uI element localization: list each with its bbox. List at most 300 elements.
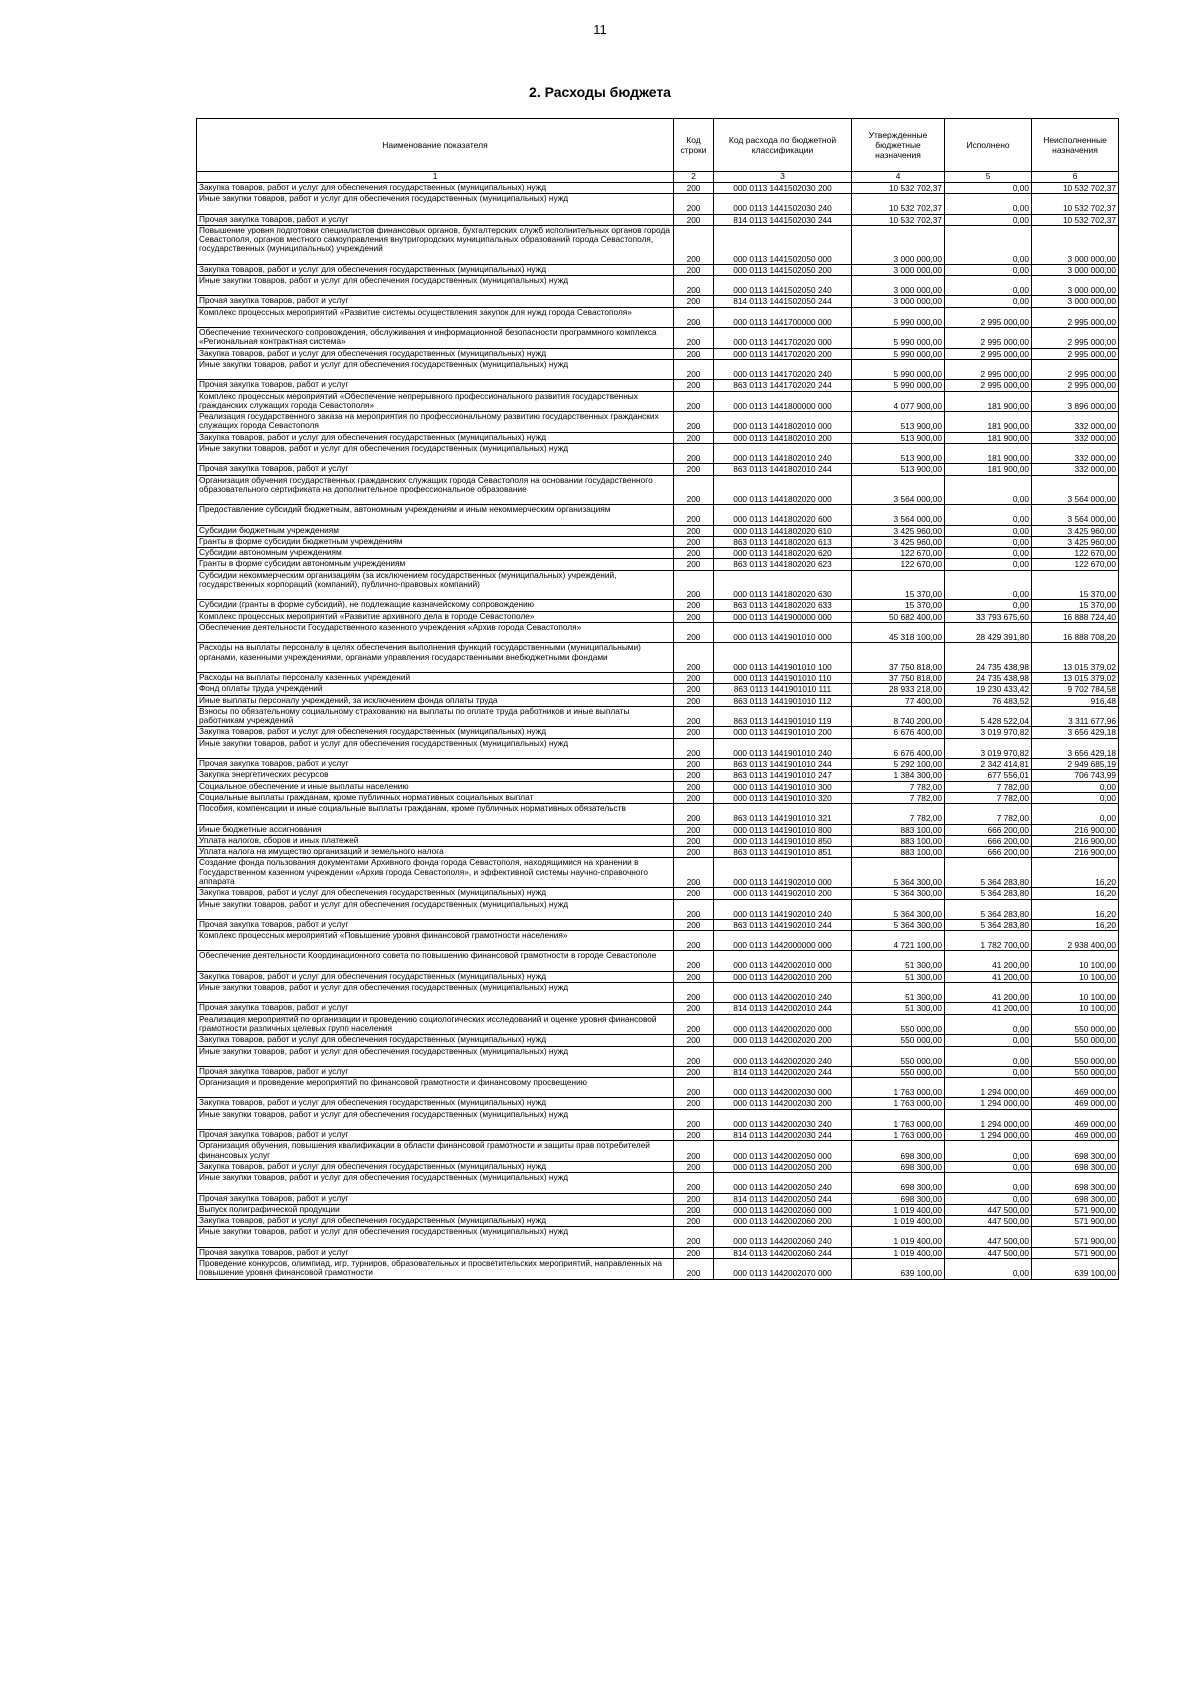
- row-line-code: 200: [674, 672, 714, 683]
- row-name: Закупка товаров, работ и услуг для обеспечения государственных (муниципальных) нужд: [197, 727, 674, 738]
- row-line-code: 200: [674, 1141, 714, 1162]
- row-name: Закупка товаров, работ и услуг для обеспечения государственных (муниципальных) нужд: [197, 1216, 674, 1227]
- row-name: Уплата налогов, сборов и иных платежей: [197, 835, 674, 846]
- row-approved: 7 782,00: [852, 781, 945, 792]
- row-name: Проведение конкурсов, олимпиад, игр, турниров, образовательных и просветительских мероприятий, направленных на повышение уровня финансовой грамотности: [197, 1259, 674, 1280]
- row-executed: 7 782,00: [945, 804, 1032, 824]
- row-classification-code: 000 0113 1441901010 200: [714, 727, 852, 738]
- row-approved: 37 750 818,00: [852, 643, 945, 673]
- row-approved: 77 400,00: [852, 695, 945, 706]
- row-line-code: 200: [674, 847, 714, 858]
- row-line-code: 200: [674, 536, 714, 547]
- row-classification-code: 814 0113 1442002050 244: [714, 1193, 852, 1204]
- row-classification-code: 000 0113 1441901010 100: [714, 643, 852, 673]
- row-classification-code: 000 0113 1442002060 200: [714, 1216, 852, 1227]
- row-unexecuted: 3 425 960,00: [1032, 536, 1119, 547]
- row-executed: 181 900,00: [945, 391, 1032, 412]
- table-row: [197, 1161, 1119, 1172]
- row-name: Гранты в форме субсидии автономным учреждениям: [197, 559, 674, 570]
- row-executed: 19 230 433,42: [945, 684, 1032, 695]
- row-approved: 3 564 000,00: [852, 475, 945, 505]
- row-classification-code: 000 0113 1442002030 240: [714, 1109, 852, 1129]
- row-executed: 2 995 000,00: [945, 359, 1032, 379]
- table-row: [197, 1173, 1119, 1193]
- table-row: [197, 1227, 1119, 1247]
- header-indicator-name: Наименование показателя: [197, 119, 674, 172]
- row-classification-code: 000 0113 1441900000 000: [714, 611, 852, 622]
- row-executed: 0,00: [945, 1035, 1032, 1046]
- row-executed: 76 483,52: [945, 695, 1032, 706]
- row-classification-code: 863 0113 1441901010 321: [714, 804, 852, 824]
- row-executed: 0,00: [945, 1161, 1032, 1172]
- table-row: [197, 525, 1119, 536]
- row-line-code: 200: [674, 600, 714, 611]
- row-unexecuted: 13 015 379,02: [1032, 672, 1119, 683]
- row-approved: 7 782,00: [852, 792, 945, 803]
- row-unexecuted: 3 564 000,00: [1032, 475, 1119, 505]
- table-row: [197, 672, 1119, 683]
- table-row: [197, 847, 1119, 858]
- table-row: [197, 919, 1119, 930]
- row-approved: 1 019 400,00: [852, 1247, 945, 1258]
- row-unexecuted: 10 100,00: [1032, 1003, 1119, 1014]
- row-classification-code: 000 0113 1442002020 000: [714, 1014, 852, 1035]
- row-line-code: 200: [674, 727, 714, 738]
- row-approved: 3 425 960,00: [852, 536, 945, 547]
- row-classification-code: 863 0113 1441901010 244: [714, 759, 852, 770]
- row-unexecuted: 550 000,00: [1032, 1066, 1119, 1077]
- row-executed: 0,00: [945, 1141, 1032, 1162]
- row-name: Комплекс процессных мероприятий «Развитие архивного дела в городе Севастополе»: [197, 611, 674, 622]
- row-classification-code: 000 0113 1441802010 000: [714, 412, 852, 433]
- row-classification-code: 863 0113 1441901010 111: [714, 684, 852, 695]
- row-approved: 5 990 000,00: [852, 359, 945, 379]
- row-name: Иные закупки товаров, работ и услуг для обеспечения государственных (муниципальных) нужд: [197, 1046, 674, 1066]
- row-unexecuted: 698 300,00: [1032, 1193, 1119, 1204]
- row-approved: 639 100,00: [852, 1259, 945, 1280]
- row-classification-code: 000 0113 1442000000 000: [714, 931, 852, 951]
- row-approved: 45 318 100,00: [852, 623, 945, 643]
- table-row: [197, 194, 1119, 214]
- row-approved: 5 292 100,00: [852, 759, 945, 770]
- row-approved: 3 000 000,00: [852, 225, 945, 264]
- row-executed: 0,00: [945, 1066, 1032, 1077]
- column-number: 1: [197, 172, 674, 183]
- section-title: 2. Расходы бюджета: [529, 84, 671, 100]
- row-classification-code: 863 0113 1441802020 623: [714, 559, 852, 570]
- table-row: [197, 475, 1119, 505]
- row-name: Иные закупки товаров, работ и услуг для обеспечения государственных (муниципальных) нужд: [197, 1227, 674, 1247]
- budget-expenses-table: [196, 118, 1118, 1280]
- row-line-code: 200: [674, 380, 714, 391]
- table-row: [197, 391, 1119, 412]
- row-executed: 447 500,00: [945, 1247, 1032, 1258]
- row-executed: 5 364 283,80: [945, 899, 1032, 919]
- row-approved: 51 300,00: [852, 971, 945, 982]
- row-classification-code: 000 0113 1442002030 200: [714, 1098, 852, 1109]
- row-classification-code: 000 0113 1442002010 000: [714, 951, 852, 971]
- row-line-code: 200: [674, 525, 714, 536]
- row-approved: 10 532 702,37: [852, 194, 945, 214]
- row-executed: 0,00: [945, 475, 1032, 505]
- row-executed: 666 200,00: [945, 835, 1032, 846]
- row-approved: 37 750 818,00: [852, 672, 945, 683]
- row-classification-code: 000 0113 1442002030 000: [714, 1078, 852, 1098]
- row-executed: 2 342 414,81: [945, 759, 1032, 770]
- table-row: [197, 1035, 1119, 1046]
- row-executed: 0,00: [945, 1193, 1032, 1204]
- row-unexecuted: 332 000,00: [1032, 464, 1119, 475]
- row-approved: 3 000 000,00: [852, 264, 945, 275]
- table-row: [197, 1259, 1119, 1280]
- row-line-code: 200: [674, 559, 714, 570]
- table-row: [197, 1247, 1119, 1258]
- row-name: Прочая закупка товаров, работ и услуг: [197, 1003, 674, 1014]
- row-approved: 698 300,00: [852, 1161, 945, 1172]
- row-approved: 550 000,00: [852, 1066, 945, 1077]
- row-unexecuted: 3 000 000,00: [1032, 276, 1119, 296]
- row-executed: 181 900,00: [945, 432, 1032, 443]
- row-name: Комплекс процессных мероприятий «Развитие системы осуществления закупок для нужд города Севастополя»: [197, 307, 674, 327]
- row-line-code: 200: [674, 919, 714, 930]
- row-classification-code: 000 0113 1441802010 240: [714, 444, 852, 464]
- table-row: [197, 899, 1119, 919]
- row-line-code: 200: [674, 1046, 714, 1066]
- row-unexecuted: 639 100,00: [1032, 1259, 1119, 1280]
- row-name: Закупка энергетических ресурсов: [197, 770, 674, 781]
- row-name: Закупка товаров, работ и услуг для обеспечения государственных (муниципальных) нужд: [197, 348, 674, 359]
- row-approved: 513 900,00: [852, 464, 945, 475]
- row-unexecuted: 16 888 708,20: [1032, 623, 1119, 643]
- row-classification-code: 000 0113 1441502030 240: [714, 194, 852, 214]
- row-approved: 1 763 000,00: [852, 1098, 945, 1109]
- row-line-code: 200: [674, 643, 714, 673]
- table-row: [197, 432, 1119, 443]
- row-line-code: 200: [674, 444, 714, 464]
- table-row: [197, 359, 1119, 379]
- table-row: [197, 727, 1119, 738]
- row-line-code: 200: [674, 684, 714, 695]
- row-line-code: 200: [674, 1098, 714, 1109]
- row-unexecuted: 16,20: [1032, 888, 1119, 899]
- row-line-code: 200: [674, 931, 714, 951]
- row-executed: 33 793 675,60: [945, 611, 1032, 622]
- row-executed: 1 294 000,00: [945, 1098, 1032, 1109]
- row-unexecuted: 3 311 677,96: [1032, 706, 1119, 727]
- row-executed: 1 294 000,00: [945, 1078, 1032, 1098]
- row-name: Прочая закупка товаров, работ и услуг: [197, 1193, 674, 1204]
- row-name: Обеспечение технического сопровождения, обслуживания и информационной безопасности программного комплекса «Региональная контрактная система»: [197, 328, 674, 349]
- row-name: Иные закупки товаров, работ и услуг для обеспечения государственных (муниципальных) нужд: [197, 899, 674, 919]
- row-executed: 5 364 283,80: [945, 858, 1032, 888]
- table-row: [197, 307, 1119, 327]
- table-row: [197, 1098, 1119, 1109]
- row-name: Иные закупки товаров, работ и услуг для обеспечения государственных (муниципальных) нужд: [197, 1109, 674, 1129]
- header-unexecuted: Неисполненные назначения: [1032, 119, 1119, 172]
- row-line-code: 200: [674, 738, 714, 758]
- row-name: Пособия, компенсации и иные социальные выплаты гражданам, кроме публичных нормативных обязательств: [197, 804, 674, 824]
- row-unexecuted: 2 995 000,00: [1032, 359, 1119, 379]
- row-classification-code: 000 0113 1441502030 200: [714, 183, 852, 194]
- row-name: Закупка товаров, работ и услуг для обеспечения государственных (муниципальных) нужд: [197, 264, 674, 275]
- table-row: [197, 570, 1119, 600]
- row-name: Иные выплаты персоналу учреждений, за исключением фонда оплаты труда: [197, 695, 674, 706]
- row-classification-code: 863 0113 1441902010 244: [714, 919, 852, 930]
- table-body: [197, 183, 1119, 1280]
- row-classification-code: 000 0113 1441702020 200: [714, 348, 852, 359]
- row-executed: 0,00: [945, 600, 1032, 611]
- row-classification-code: 863 0113 1441901010 119: [714, 706, 852, 727]
- row-classification-code: 000 0113 1442002070 000: [714, 1259, 852, 1280]
- row-classification-code: 000 0113 1442002020 200: [714, 1035, 852, 1046]
- row-line-code: 200: [674, 1204, 714, 1215]
- row-line-code: 200: [674, 359, 714, 379]
- row-classification-code: 000 0113 1442002010 200: [714, 971, 852, 982]
- row-classification-code: 000 0113 1441802020 000: [714, 475, 852, 505]
- row-name: Реализация мероприятий по организации и проведению социологических исследований и оценке уровня финансовой грамотности различных целевых групп населения: [197, 1014, 674, 1035]
- row-unexecuted: 15 370,00: [1032, 600, 1119, 611]
- row-name: Закупка товаров, работ и услуг для обеспечения государственных (муниципальных) нужд: [197, 888, 674, 899]
- row-executed: 2 995 000,00: [945, 307, 1032, 327]
- row-approved: 4 077 900,00: [852, 391, 945, 412]
- row-approved: 28 933 218,00: [852, 684, 945, 695]
- table-row: [197, 643, 1119, 673]
- row-name: Комплекс процессных мероприятий «Повышение уровня финансовой грамотности населения»: [197, 931, 674, 951]
- row-executed: 0,00: [945, 1046, 1032, 1066]
- row-approved: 550 000,00: [852, 1014, 945, 1035]
- row-classification-code: 863 0113 1441802020 633: [714, 600, 852, 611]
- row-approved: 550 000,00: [852, 1046, 945, 1066]
- row-approved: 5 990 000,00: [852, 307, 945, 327]
- row-executed: 2 995 000,00: [945, 348, 1032, 359]
- row-name: Иные бюджетные ассигнования: [197, 824, 674, 835]
- row-name: Прочая закупка товаров, работ и услуг: [197, 1130, 674, 1141]
- table-row: [197, 1193, 1119, 1204]
- row-approved: 5 364 300,00: [852, 858, 945, 888]
- row-line-code: 200: [674, 464, 714, 475]
- table-row: [197, 1204, 1119, 1215]
- row-approved: 698 300,00: [852, 1173, 945, 1193]
- table-row: [197, 951, 1119, 971]
- row-approved: 513 900,00: [852, 444, 945, 464]
- header-line-code: Код строки: [674, 119, 714, 172]
- row-unexecuted: 469 000,00: [1032, 1109, 1119, 1129]
- row-line-code: 200: [674, 328, 714, 349]
- row-line-code: 200: [674, 307, 714, 327]
- table-row: [197, 623, 1119, 643]
- row-name: Закупка товаров, работ и услуг для обеспечения государственных (муниципальных) нужд: [197, 1035, 674, 1046]
- table-row: [197, 1216, 1119, 1227]
- row-executed: 24 735 438,98: [945, 643, 1032, 673]
- row-approved: 550 000,00: [852, 1035, 945, 1046]
- row-unexecuted: 571 900,00: [1032, 1204, 1119, 1215]
- row-line-code: 200: [674, 792, 714, 803]
- row-unexecuted: 571 900,00: [1032, 1216, 1119, 1227]
- row-executed: 0,00: [945, 264, 1032, 275]
- table-row: [197, 804, 1119, 824]
- row-unexecuted: 698 300,00: [1032, 1161, 1119, 1172]
- row-unexecuted: 706 743,99: [1032, 770, 1119, 781]
- row-executed: 7 782,00: [945, 781, 1032, 792]
- row-unexecuted: 16,20: [1032, 899, 1119, 919]
- row-name: Субсидии некоммерческим организациям (за исключением государственных (муниципальных) учреждений, государственных корпораций (компаний), публично-правовых компаний): [197, 570, 674, 600]
- row-line-code: 200: [674, 1161, 714, 1172]
- row-name: Фонд оплаты труда учреждений: [197, 684, 674, 695]
- row-executed: 0,00: [945, 276, 1032, 296]
- table-row: [197, 1046, 1119, 1066]
- row-unexecuted: 571 900,00: [1032, 1247, 1119, 1258]
- row-unexecuted: 10 532 702,37: [1032, 183, 1119, 194]
- row-unexecuted: 16 888 724,40: [1032, 611, 1119, 622]
- row-classification-code: 000 0113 1441700000 000: [714, 307, 852, 327]
- row-unexecuted: 0,00: [1032, 781, 1119, 792]
- row-executed: 0,00: [945, 548, 1032, 559]
- row-line-code: 200: [674, 475, 714, 505]
- table-row: [197, 781, 1119, 792]
- row-unexecuted: 916,48: [1032, 695, 1119, 706]
- row-approved: 3 000 000,00: [852, 296, 945, 307]
- row-classification-code: 000 0113 1441902010 200: [714, 888, 852, 899]
- row-classification-code: 000 0113 1441901010 320: [714, 792, 852, 803]
- row-name: Организация обучения государственных гражданских служащих города Севастополя на основании государственного образовательного сертификата на дополнительное профессиональное образование: [197, 475, 674, 505]
- row-approved: 5 990 000,00: [852, 380, 945, 391]
- row-classification-code: 000 0113 1441901010 110: [714, 672, 852, 683]
- row-line-code: 200: [674, 951, 714, 971]
- row-classification-code: 863 0113 1441901010 851: [714, 847, 852, 858]
- row-approved: 883 100,00: [852, 835, 945, 846]
- row-classification-code: 814 0113 1442002010 244: [714, 1003, 852, 1014]
- row-name: Субсидии (гранты в форме субсидий), не подлежащие казначейскому сопровождению: [197, 600, 674, 611]
- row-classification-code: 863 0113 1441802020 613: [714, 536, 852, 547]
- row-line-code: 200: [674, 1247, 714, 1258]
- row-executed: 677 556,01: [945, 770, 1032, 781]
- table-row: [197, 1066, 1119, 1077]
- row-classification-code: 000 0113 1442002010 240: [714, 983, 852, 1003]
- table-row: [197, 464, 1119, 475]
- row-approved: 5 364 300,00: [852, 888, 945, 899]
- row-line-code: 200: [674, 412, 714, 433]
- row-line-code: 200: [674, 971, 714, 982]
- row-approved: 10 532 702,37: [852, 214, 945, 225]
- row-classification-code: 000 0113 1441802020 610: [714, 525, 852, 536]
- row-approved: 122 670,00: [852, 548, 945, 559]
- row-name: Закупка товаров, работ и услуг для обеспечения государственных (муниципальных) нужд: [197, 971, 674, 982]
- table-row: [197, 264, 1119, 275]
- row-classification-code: 000 0113 1441702020 000: [714, 328, 852, 349]
- table-row: [197, 505, 1119, 525]
- row-executed: 41 200,00: [945, 1003, 1032, 1014]
- column-number: 3: [714, 172, 852, 183]
- table-row: [197, 536, 1119, 547]
- row-line-code: 200: [674, 391, 714, 412]
- row-line-code: 200: [674, 706, 714, 727]
- header-classification-code: Код расхода по бюджетной классификации: [714, 119, 852, 172]
- row-line-code: 200: [674, 611, 714, 622]
- row-unexecuted: 2 995 000,00: [1032, 348, 1119, 359]
- row-classification-code: 000 0113 1442002060 000: [714, 1204, 852, 1215]
- row-name: Прочая закупка товаров, работ и услуг: [197, 214, 674, 225]
- table-row: [197, 1130, 1119, 1141]
- table-row: [197, 380, 1119, 391]
- row-executed: 181 900,00: [945, 444, 1032, 464]
- row-name: Прочая закупка товаров, работ и услуг: [197, 1247, 674, 1258]
- row-classification-code: 814 0113 1442002020 244: [714, 1066, 852, 1077]
- row-line-code: 200: [674, 804, 714, 824]
- row-executed: 181 900,00: [945, 464, 1032, 475]
- row-line-code: 200: [674, 296, 714, 307]
- row-approved: 15 370,00: [852, 570, 945, 600]
- row-classification-code: 000 0113 1441901010 850: [714, 835, 852, 846]
- row-line-code: 200: [674, 548, 714, 559]
- row-executed: 447 500,00: [945, 1227, 1032, 1247]
- row-unexecuted: 2 938 400,00: [1032, 931, 1119, 951]
- table-row: [197, 328, 1119, 349]
- row-classification-code: 000 0113 1441702020 240: [714, 359, 852, 379]
- row-classification-code: 000 0113 1442002050 000: [714, 1141, 852, 1162]
- row-unexecuted: 0,00: [1032, 804, 1119, 824]
- row-unexecuted: 571 900,00: [1032, 1227, 1119, 1247]
- row-classification-code: 000 0113 1441902010 000: [714, 858, 852, 888]
- table-row: [197, 971, 1119, 982]
- row-classification-code: 000 0113 1441901010 300: [714, 781, 852, 792]
- row-line-code: 200: [674, 264, 714, 275]
- table-row: [197, 548, 1119, 559]
- row-executed: 24 735 438,98: [945, 672, 1032, 683]
- row-executed: 1 294 000,00: [945, 1109, 1032, 1129]
- row-executed: 0,00: [945, 1173, 1032, 1193]
- row-unexecuted: 3 000 000,00: [1032, 225, 1119, 264]
- row-unexecuted: 2 995 000,00: [1032, 328, 1119, 349]
- row-line-code: 200: [674, 214, 714, 225]
- table-row: [197, 611, 1119, 622]
- row-name: Расходы на выплаты персоналу в целях обеспечения выполнения функций государственными (муниципальными) органами, казенными учреждениями, органами управления государственными внебюджетными фондами: [197, 643, 674, 673]
- table-row: [197, 888, 1119, 899]
- row-approved: 883 100,00: [852, 824, 945, 835]
- row-classification-code: 863 0113 1441901010 112: [714, 695, 852, 706]
- row-name: Иные закупки товаров, работ и услуг для обеспечения государственных (муниципальных) нужд: [197, 276, 674, 296]
- row-name: Гранты в форме субсидии бюджетным учреждениям: [197, 536, 674, 547]
- row-unexecuted: 216 900,00: [1032, 824, 1119, 835]
- row-line-code: 200: [674, 276, 714, 296]
- column-number: 4: [852, 172, 945, 183]
- table-row: [197, 684, 1119, 695]
- row-approved: 5 364 300,00: [852, 919, 945, 930]
- row-classification-code: 863 0113 1441802010 244: [714, 464, 852, 475]
- row-executed: 0,00: [945, 559, 1032, 570]
- row-name: Прочая закупка товаров, работ и услуг: [197, 919, 674, 930]
- row-unexecuted: 9 702 784,58: [1032, 684, 1119, 695]
- row-line-code: 200: [674, 1130, 714, 1141]
- row-approved: 51 300,00: [852, 1003, 945, 1014]
- row-classification-code: 000 0113 1441802010 200: [714, 432, 852, 443]
- row-approved: 51 300,00: [852, 951, 945, 971]
- row-approved: 698 300,00: [852, 1193, 945, 1204]
- row-line-code: 200: [674, 824, 714, 835]
- row-unexecuted: 698 300,00: [1032, 1173, 1119, 1193]
- row-unexecuted: 216 900,00: [1032, 847, 1119, 858]
- table-row: [197, 759, 1119, 770]
- table-row: [197, 183, 1119, 194]
- row-name: Закупка товаров, работ и услуг для обеспечения государственных (муниципальных) нужд: [197, 432, 674, 443]
- row-executed: 447 500,00: [945, 1216, 1032, 1227]
- row-name: Прочая закупка товаров, работ и услуг: [197, 464, 674, 475]
- row-executed: 5 364 283,80: [945, 888, 1032, 899]
- row-classification-code: 000 0113 1441502050 240: [714, 276, 852, 296]
- row-unexecuted: 0,00: [1032, 792, 1119, 803]
- row-executed: 0,00: [945, 225, 1032, 264]
- row-unexecuted: 3 656 429,18: [1032, 727, 1119, 738]
- table-row: [197, 600, 1119, 611]
